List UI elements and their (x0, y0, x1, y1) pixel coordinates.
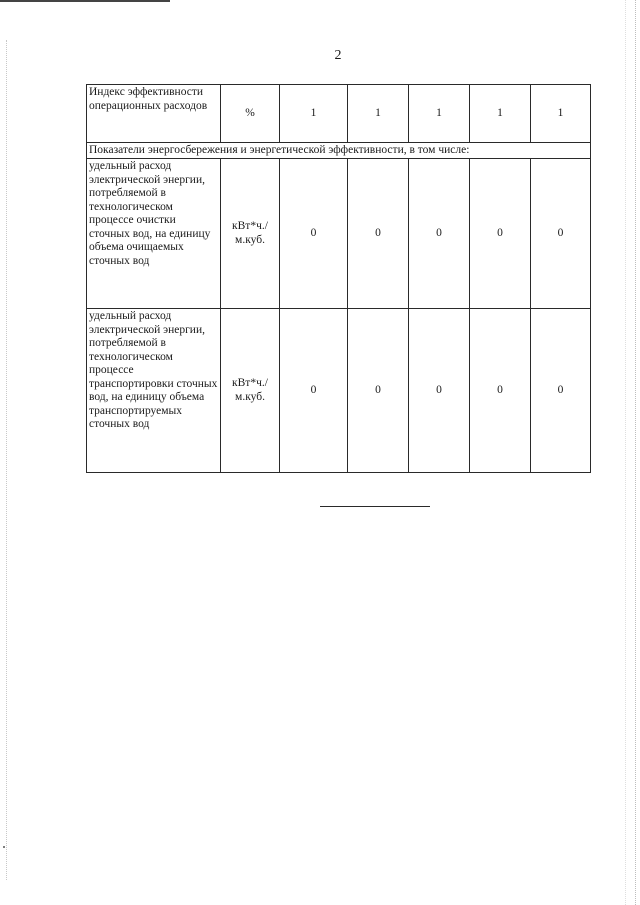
row-value: 0 (531, 159, 591, 309)
scan-edge-right-inner (625, 0, 626, 905)
table-row-water-treatment (87, 159, 591, 309)
table-section-row (87, 143, 591, 159)
row-name: удельный расход электрической энергии, потребляемой в технологическом процессе очистки сточных вод, на единицу объема очищаемых сточных вод (87, 159, 221, 309)
row-value: 0 (470, 309, 531, 473)
row-value: 0 (348, 159, 409, 309)
end-of-document-rule (320, 506, 430, 507)
table-row-opex-index (87, 85, 591, 143)
indicators-table (86, 84, 591, 473)
row-value: 0 (280, 159, 348, 309)
table-row-water-transport (87, 309, 591, 473)
row-value: 0 (409, 159, 470, 309)
row-name: Индекс эффективности операционных расходов (87, 85, 221, 143)
section-title: Показатели энергосбережения и энергетической эффективности, в том числе: (87, 143, 591, 159)
row-unit: кВт*ч./м.куб. (221, 309, 280, 473)
row-unit: кВт*ч./м.куб. (221, 159, 280, 309)
page-number: 2 (334, 48, 342, 63)
row-value: 1 (280, 85, 348, 143)
scan-edge-top (0, 0, 170, 2)
row-value: 1 (531, 85, 591, 143)
row-unit: % (221, 85, 280, 143)
row-value: 1 (348, 85, 409, 143)
row-value: 1 (409, 85, 470, 143)
row-value: 0 (280, 309, 348, 473)
scan-edge-right (635, 0, 636, 905)
row-value: 0 (409, 309, 470, 473)
row-value: 0 (531, 309, 591, 473)
row-value: 1 (470, 85, 531, 143)
row-value: 0 (470, 159, 531, 309)
scan-edge-left (6, 40, 7, 880)
row-name: удельный расход электрической энергии, потребляемой в технологическом процессе транспортировки сточных вод, на единицу объема транспортируемых сточных вод (87, 309, 221, 473)
scan-speck (3, 846, 5, 848)
row-value: 0 (348, 309, 409, 473)
